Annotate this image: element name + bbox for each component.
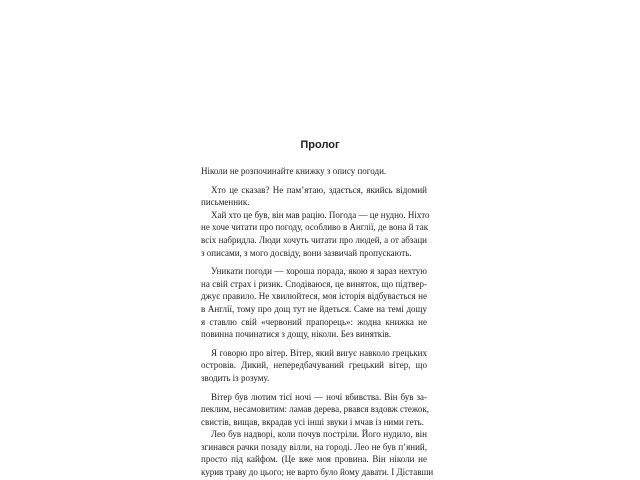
paragraph [201, 428, 434, 478]
text-line: в Англії, тому про дощ тут не йдеться. Саме на темі дощу [201, 303, 427, 314]
paragraph [201, 391, 430, 429]
text-line: зводить із розуму. [201, 372, 270, 383]
paragraph [201, 209, 430, 259]
chapter-body [201, 165, 434, 479]
text-line: всіх набридла. Люди хочуть читати про людей, а от абзаци [201, 234, 427, 245]
text-line: повинна починатися з дощу, ніколи. Без винятків. [201, 329, 392, 340]
text-line: Хай хто це був, він мав рацію. Погода — це нудно. Ніхто [211, 209, 430, 220]
text-line: пеклим, несамовитим: ламав дерева, рвався вздовж стежок, [201, 404, 430, 415]
text-line: Хто це сказав? Не пам’ятаю, здається, якийсь відомий [211, 184, 427, 195]
paragraph [201, 347, 427, 385]
text-line: на свій страх і ризик. Сподіваюся, це виняток, що підтвер- [201, 278, 427, 289]
text-line: з описами, з мого досвіду, вони зазвичай пропускають. [201, 247, 412, 258]
paragraph [201, 165, 427, 178]
text-line: островів. Дикий, непередбачуваний грецький вітер, що [201, 360, 427, 371]
text-line: свистів, вищав, вкрадав усі інші звуки і мчав із ними геть. [201, 416, 424, 427]
text-line: Лео був надворі, коли почув постріли. Його нудило, він [211, 429, 427, 440]
text-line: згинався рачки позаду вілли, на городі. Лео не був п’яний, [201, 441, 427, 452]
text-line: письменник. [201, 197, 250, 208]
text-line: Вітер був лютим тієї ночі — ночі вбивства. Він був за- [211, 391, 427, 402]
text-line: Уникати погоди — хороша порада, якою я зараз нехтую [211, 266, 427, 277]
text-line: джує правило. Не хвилюйтеся, моя історія відбувається не [201, 291, 427, 302]
text-line: Я говорю про вітер. Вітер, який виrує навколо грецьких [211, 347, 427, 358]
chapter-title: Пролог [300, 139, 340, 151]
text-line: курив траву до цього; не варто було йому давати. І Діставши [201, 467, 434, 478]
paragraph [201, 184, 427, 209]
paragraph [201, 265, 427, 341]
text-line: я ставлю свій «червоний прапорець»: жодна книжка не [201, 316, 427, 327]
text-line: просто під кайфом. (Це вже моя провина. Він ніколи не [201, 454, 427, 465]
text-line: не хоче читати про погоду, особливо в Англії, де вона й так [201, 222, 429, 233]
text-line: Ніколи не розпочинайте книжку з опису погоди. [201, 166, 387, 176]
